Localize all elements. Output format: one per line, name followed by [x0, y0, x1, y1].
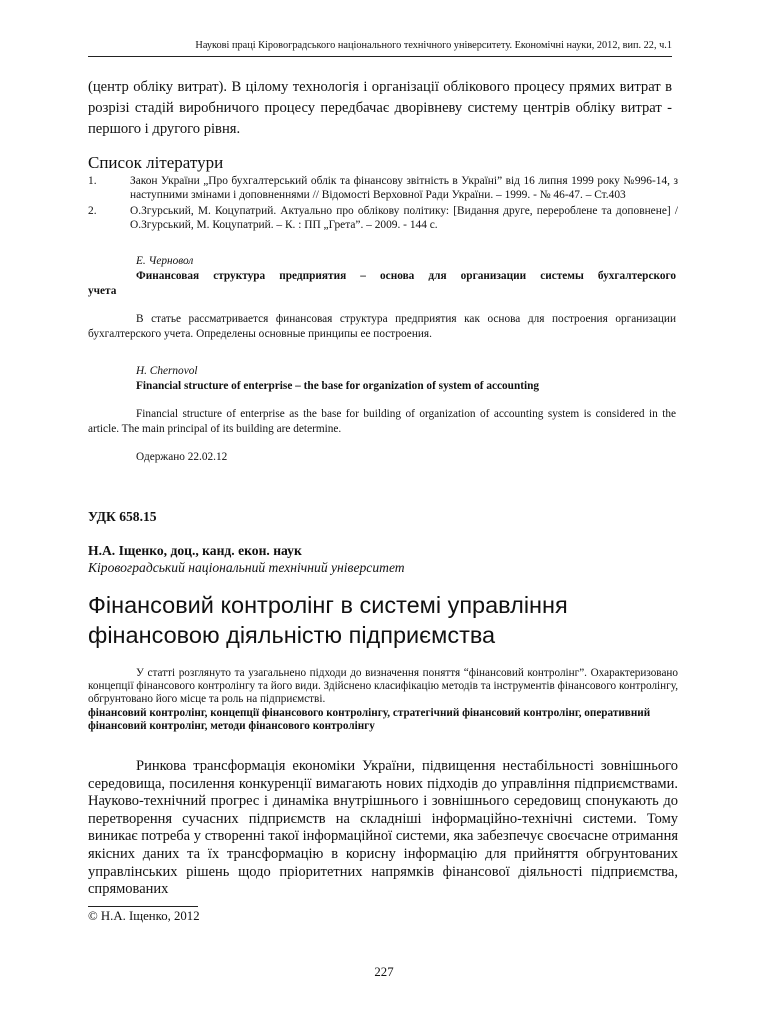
footnote-divider: [88, 906, 198, 907]
references-title: Список літератури: [88, 153, 224, 172]
intro-paragraph: (центр обліку витрат). В цілому технологія і організації облікового процесу прямих витрат в розрізі стадій виробничого процесу передбачає дворівневу систему центрів обліку витрат - першого і другого рівня.: [88, 79, 672, 137]
udk-code: УДК 658.15: [88, 509, 157, 524]
header-divider: [88, 56, 672, 57]
footnote: © Н.А. Іщенко, 2012: [88, 909, 200, 923]
abstract-ru-text: В статье рассматривается финансовая структура предприятия как основа для построения организации бухгалтерского учета. Определены основные принципы ее построения.: [88, 313, 676, 340]
received-date: Одержано 22.02.12: [136, 451, 228, 463]
reference-item: [88, 204, 678, 232]
abstract-en-text: Financial structure of enterprise as the base for building of organization of accounting system is considered in the article. The main principal of its building are determine.: [88, 408, 676, 435]
abstract-ru-author: Е. Черновол: [136, 255, 194, 267]
reference-text: Закон України „Про бухгалтерський облік та фінансову звітність в Україні” від 16 липня 1999 року №996-14, з наступними змінами і доповненнями // Відомості Верховної Ради України. – 1999. - № 46-47. – Ст.403: [130, 175, 678, 201]
running-header: Наукові праці Кіровоградського національного технічного університету. Економічні науки, 2012, вип. 22, ч.1: [195, 40, 672, 51]
article-affiliation: Кіровоградський національний технічний університет: [88, 560, 405, 575]
page-number: 227: [374, 965, 394, 979]
reference-number: 1.: [88, 175, 97, 187]
references-list: [88, 174, 678, 232]
abstract-en-author: H. Chernovol: [136, 365, 198, 377]
reference-text: О.Згурський, М. Коцупатрий. Актуально про облікову політику: [Видання друге, перероблене та доповнене] / О.Згурський, М. Коцупатрий. – К. : ПП „Грета”. – 2009. - 144 с.: [130, 205, 678, 231]
article-title: [88, 590, 688, 650]
reference-item: [88, 174, 678, 202]
abstract-en: [88, 364, 676, 437]
article-title-line: Фінансовий контролінг в системі управління: [88, 592, 568, 618]
abstract-en-title: Financial structure of enterprise – the base for organization of system of accounting: [136, 380, 540, 392]
article-authors: Н.А. Іщенко, доц., канд. екон. наук: [88, 543, 302, 558]
abstract-ru: [88, 254, 676, 342]
reference-number: 2.: [88, 205, 97, 217]
abstract-ru-title-continued: учета: [88, 285, 117, 297]
article-summary: [88, 667, 678, 733]
abstract-ru-title: Финансовая структура предприятия – основа для организации системы бухгалтерского: [136, 270, 676, 282]
keywords: фінансовий контролінг, концепції фінансового контролінгу, стратегічний фінансовий контролінг, оперативний фінансовий контролінг, методи фінансового контролінгу: [88, 706, 651, 732]
article-title-line: фінансовою діяльністю підприємства: [88, 622, 496, 648]
article-body: Ринкова трансформація економіки України, підвищення нестабільності зовнішнього середовища, посилення конкуренції вимагають нових підходів до управління підприємствами. Науково-технічний прогрес і динаміка внутрішнього і зовнішнього середовищ спонукають до перетворення сучасних підприємств на складніші інформаційно-технічні системи. Тому виникає потреба у створенні такої інформаційної системи, яка забезпечує своєчасне отримання якісних даних та їх трансформацію в корисну інформацію для прийняття обгрунтованих управлінських рішень щодо пріоритетних напрямків фінансової діяльності підприємства, спрямованих: [88, 758, 678, 898]
summary-text: У статті розглянуто та узагальнено підходи до визначення поняття “фінансовий контролінг”. Охарактеризовано концепції фінансового контролінгу та його види. Здійснено класифікацію методів та інструментів фінансового контролінгу, обгрунтовано його місце та роль на підприємстві.: [88, 667, 678, 706]
